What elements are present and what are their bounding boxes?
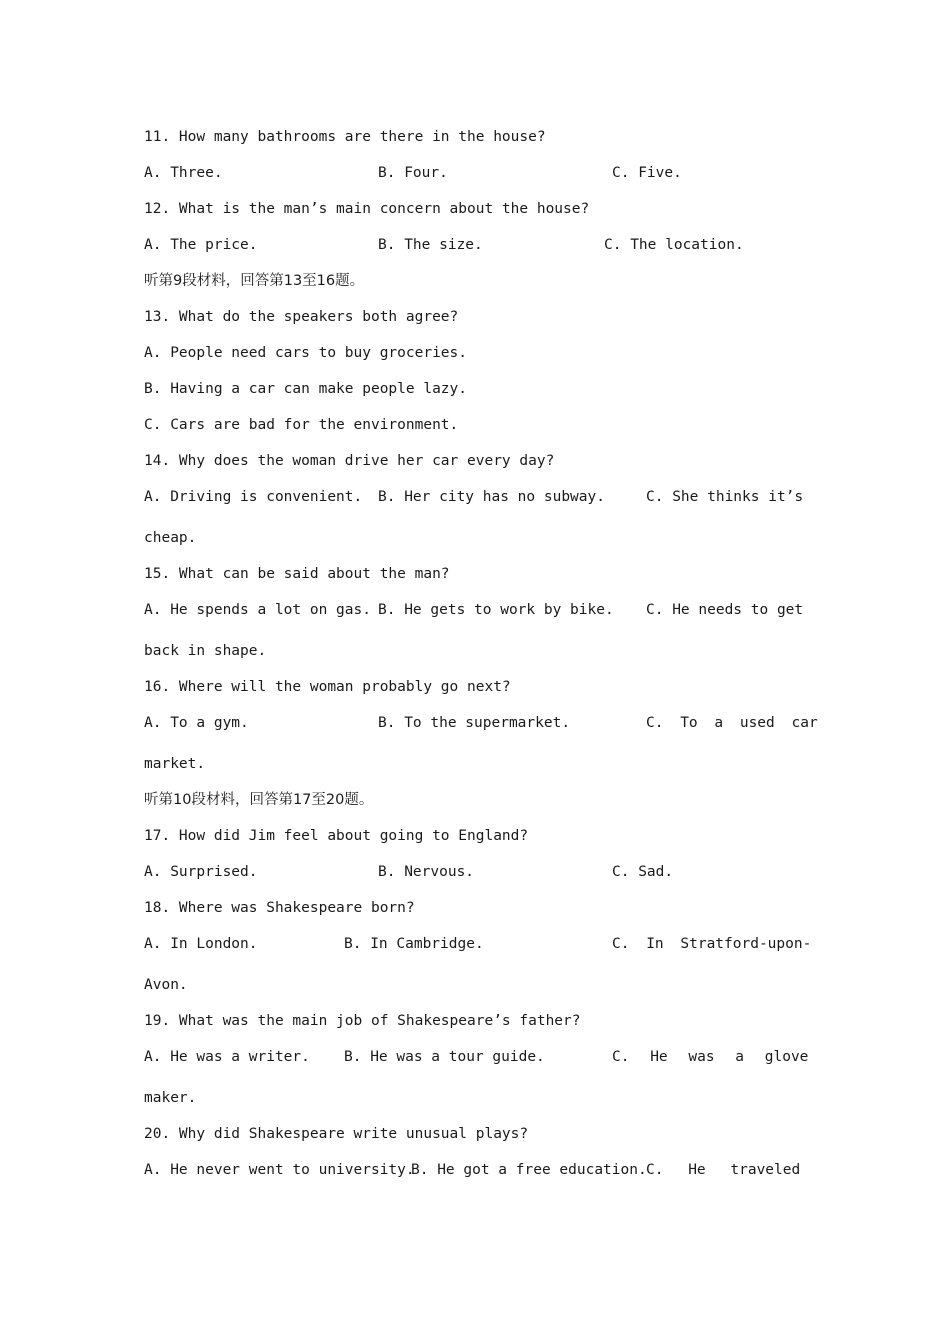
option-11-b: B. Four. <box>378 165 448 181</box>
option-18-b: B. In Cambridge. <box>344 936 484 952</box>
option-17-c: C. Sad. <box>612 864 674 880</box>
question-12: 12. What is the man’s main concern about the house? <box>144 201 590 217</box>
option-18-c: C. In Stratford-upon- <box>612 936 812 952</box>
option-19-a: A. He was a writer. <box>144 1049 310 1065</box>
option-16-c: C. To a used car <box>646 715 818 731</box>
option-20-c: C. He traveled <box>646 1162 801 1178</box>
question-19: 19. What was the main job of Shakespeare’s father? <box>144 1013 581 1029</box>
option-11-a: A. Three. <box>144 165 223 181</box>
option-19-c-continued: maker. <box>144 1090 197 1106</box>
option-15-c: C. He needs to get <box>646 602 804 618</box>
question-18: 18. Where was Shakespeare born? <box>144 900 415 916</box>
question-15: 15. What can be said about the man? <box>144 566 450 582</box>
option-12-c: C. The location. <box>604 237 744 253</box>
option-19-c: C. He was a glove <box>612 1049 809 1065</box>
option-16-c-continued: market. <box>144 756 206 772</box>
option-14-b: B. Her city has no subway. <box>378 489 605 505</box>
option-14-c: C. She thinks it’s <box>646 489 804 505</box>
option-17-b: B. Nervous. <box>378 864 475 880</box>
option-15-c-continued: back in shape. <box>144 643 267 659</box>
option-11-c: C. Five. <box>612 165 682 181</box>
section-heading-10: 听第10段材料，回答第17至20题。 <box>144 792 374 808</box>
option-14-c-continued: cheap. <box>144 530 197 546</box>
option-12-a: A. The price. <box>144 237 258 253</box>
question-20: 20. Why did Shakespeare write unusual plays? <box>144 1126 529 1142</box>
option-17-a: A. Surprised. <box>144 864 258 880</box>
section-heading-9: 听第9段材料，回答第13至16题。 <box>144 273 365 289</box>
question-17: 17. How did Jim feel about going to England? <box>144 828 529 844</box>
option-16-b: B. To the supermarket. <box>378 715 571 731</box>
option-16-a: A. To a gym. <box>144 715 249 731</box>
option-13-c: C. Cars are bad for the environment. <box>144 417 459 433</box>
option-20-b: B. He got a free education. <box>411 1162 647 1178</box>
option-14-a: A. Driving is convenient. <box>144 489 363 505</box>
option-20-a: A. He never went to university. <box>144 1162 415 1178</box>
option-12-b: B. The size. <box>378 237 483 253</box>
option-18-a: A. In London. <box>144 936 258 952</box>
option-18-c-continued: Avon. <box>144 977 188 993</box>
option-13-a: A. People need cars to buy groceries. <box>144 345 468 361</box>
question-16: 16. Where will the woman probably go next? <box>144 679 511 695</box>
question-13: 13. What do the speakers both agree? <box>144 309 459 325</box>
option-15-b: B. He gets to work by bike. <box>378 602 614 618</box>
question-11: 11. How many bathrooms are there in the house? <box>144 129 546 145</box>
option-13-b: B. Having a car can make people lazy. <box>144 381 468 397</box>
option-15-a: A. He spends a lot on gas. <box>144 602 371 618</box>
question-14: 14. Why does the woman drive her car every day? <box>144 453 555 469</box>
option-19-b: B. He was a tour guide. <box>344 1049 545 1065</box>
